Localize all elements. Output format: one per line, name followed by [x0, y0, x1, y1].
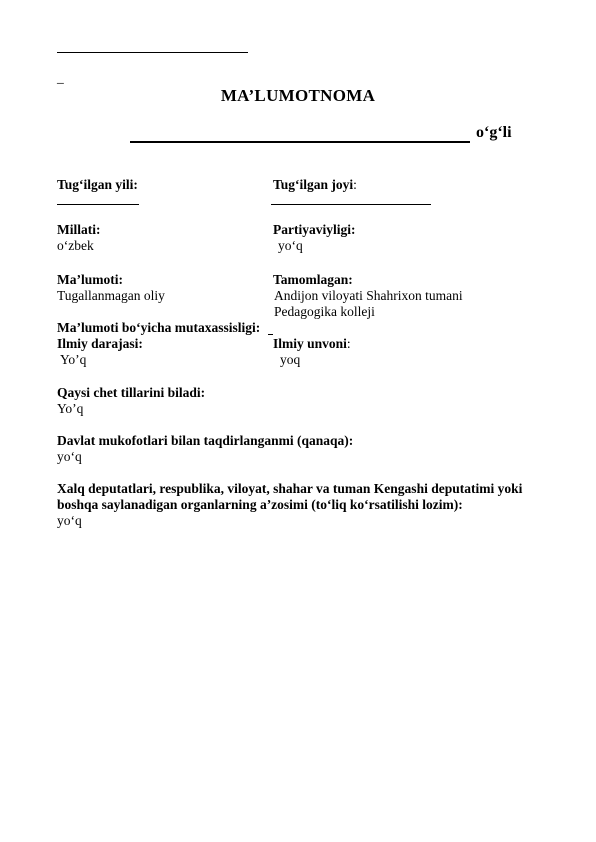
name-suffix: o‘g‘li: [476, 124, 512, 141]
education-value: Tugallanmagan oliy: [57, 288, 165, 303]
degree-label: Ilmiy darajasi:: [57, 336, 143, 351]
rank-colon: :: [346, 336, 351, 351]
nationality-value: o‘zbek: [57, 238, 94, 253]
rank-label: Ilmiy unvoni: [273, 336, 347, 351]
languages-value: Yo’q: [57, 401, 84, 416]
deputy-label-line-1: Xalq deputatlari, respublika, viloyat, shahar va tuman Kengashi deputatimi yoki: [57, 481, 523, 496]
birth-year-blank: [57, 204, 139, 205]
name-blank-line: [130, 141, 470, 143]
nationality-label: Millati:: [57, 222, 101, 237]
rank-label-group: [273, 336, 351, 352]
graduated-label: Tamomlagan:: [273, 272, 353, 287]
awards-label: Davlat mukofotlari bilan taqdirlanganmi (qanaqa):: [57, 433, 354, 448]
birth-place-label-group: [273, 177, 357, 193]
birth-place-blank: [271, 204, 431, 205]
graduated-value-line-1: Andijon viloyati Shahrixon tumani: [274, 288, 463, 303]
rank-value: yoq: [280, 352, 301, 367]
specialty-blank: [268, 334, 273, 335]
education-label: Ma’lumoti:: [57, 272, 123, 287]
page-title: MA’LUMOTNOMA: [220, 86, 376, 105]
top-rule: [57, 52, 248, 53]
birth-place-label: Tug‘ilgan joyi: [273, 177, 354, 192]
awards-value: yo‘q: [57, 449, 82, 464]
birth-year-label: Tug‘ilgan yili:: [57, 177, 138, 192]
party-label: Partiyaviyligi:: [273, 222, 356, 237]
party-value: yo‘q: [278, 238, 303, 253]
header-dash: _: [57, 70, 64, 85]
specialty-label: Ma’lumoti bo‘yicha mutaxassisligi:: [57, 320, 261, 335]
deputy-label-line-2: boshqa saylanadigan organlarning a’zosimi (to‘liq ko‘rsatilishi lozim):: [57, 497, 463, 512]
birth-place-colon: :: [353, 177, 357, 192]
degree-value: Yo’q: [60, 352, 87, 367]
deputy-value: yo‘q: [57, 513, 82, 528]
languages-label: Qaysi chet tillarini biladi:: [57, 385, 206, 400]
graduated-value-line-2: Pedagogika kolleji: [274, 304, 375, 319]
